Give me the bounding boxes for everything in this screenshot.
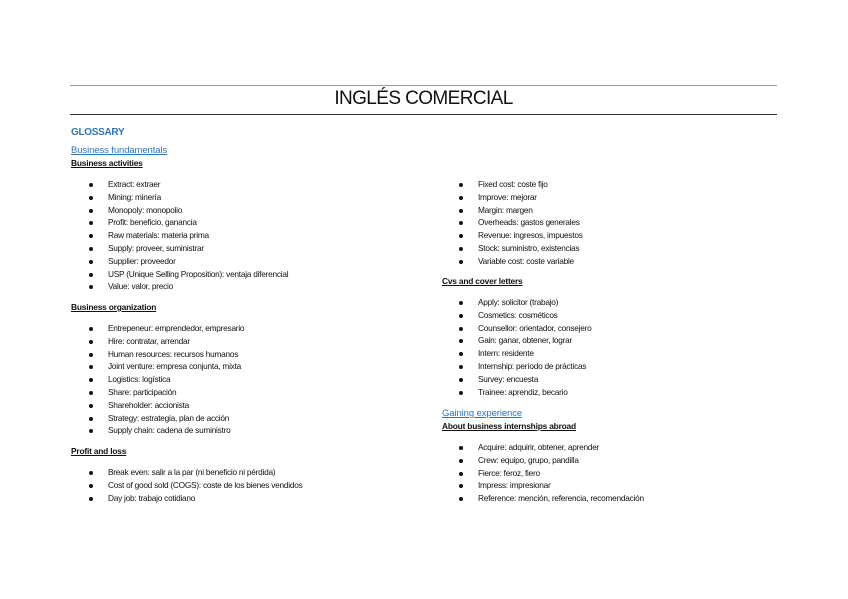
list-item [71,492,303,505]
list-item-text: Internship: período de prácticas [478,360,587,371]
list-item-text: Crew: equipo, grupo, pandilla [478,454,579,465]
list-item-text: Stock: suministro, existencias [478,242,580,253]
title-bottom-rule [70,114,777,115]
bullet-icon [89,221,93,225]
list-item-text: Break even: salir a la par (ni beneficio ni pérdida) [108,467,276,477]
bullet-icon [89,417,93,421]
gaining-experience-subtitle[interactable]: Gaining experience [442,408,523,419]
bullet-icon [89,429,93,433]
list-item-text: Day job: trabajo cotidiano [108,492,196,503]
list-item [71,373,244,386]
bullet-icon [459,484,463,488]
bullet-icon [89,327,93,331]
bullet-icon [459,497,463,501]
list-item-text: Impress: impresionar [478,480,551,491]
bullet-icon [459,183,463,187]
bullet-icon [89,497,93,501]
bullet-icon [459,472,463,476]
list-item-text: Monopoly: monopolio [108,204,183,215]
list-item-text: Supply chain: cadena de suministro [108,425,231,436]
list-item-text: Joint venture: empresa conjunta, mixta [108,361,242,372]
profit-and-loss-list [71,466,303,504]
bullet-icon [459,196,463,200]
section-heading-business-organization: Business organization [71,302,157,312]
list-item [71,280,288,293]
business-organization-list [71,322,244,437]
list-item [71,268,288,281]
list-item-text: Profit: beneficio, ganancia [108,217,197,228]
list-item [71,255,288,268]
document-title: INGLÉS COMERCIAL [334,88,513,109]
section-heading-cvs-and-cover-letters: Cvs and cover letters [442,276,523,286]
title-top-rule [70,85,777,86]
list-item [71,348,244,361]
bullet-icon [459,378,463,382]
list-item [441,191,583,204]
bullet-icon [459,247,463,251]
bullet-icon [459,365,463,369]
list-item-text: Human resources: recursos humanos [108,348,239,359]
list-item [441,467,644,480]
bullet-icon [459,446,463,450]
list-item [441,373,592,386]
list-item-text: Raw materials: materia prima [108,230,209,241]
glossary-heading: GLOSSARY [71,127,125,138]
cvs-and-cover-letters-list [441,296,592,398]
list-item-text: Survey: encuesta [478,373,539,384]
list-item [441,178,583,191]
list-item-text: Strategy: estrategia, plan de acción [108,412,230,423]
bullet-icon [89,404,93,408]
list-item-text: Gain: ganar, obtener, lograr [478,335,573,346]
list-item [71,466,303,479]
list-item [441,360,592,373]
list-item [71,322,244,335]
bullet-icon [459,459,463,463]
section-heading-business-activities: Business activities [71,158,143,168]
list-item [441,229,583,242]
bullet-icon [459,209,463,213]
list-item-text: Variable cost: coste variable [478,255,574,266]
list-item [441,309,592,322]
section-heading-profit-and-loss: Profit and loss [71,446,127,456]
list-item [441,242,583,255]
bullet-icon [89,234,93,238]
list-item [71,424,244,437]
list-item-text: Logistics: logística [108,374,171,385]
bullet-icon [459,327,463,331]
bullet-icon [89,273,93,277]
bullet-icon [89,471,93,475]
bullet-icon [89,484,93,488]
bullet-icon [89,196,93,200]
list-item [441,347,592,360]
business-internships-list [441,441,644,505]
list-item-text: Cosmetics: cosméticos [478,309,558,320]
bullet-icon [89,285,93,289]
business-fundamentals-subtitle[interactable]: Business fundamentals [71,145,168,156]
section-heading-business-internships: About business internships abroad [442,421,576,431]
list-item-text: Supply: proveer, suministrar [108,242,204,253]
list-item [71,386,244,399]
bullet-icon [89,340,93,344]
list-item-text: Acquire: adquirir, obtener, aprender [478,442,600,452]
list-item [441,296,592,309]
bullet-icon [459,301,463,305]
bullet-icon [89,260,93,264]
list-item [71,216,288,229]
list-item [441,454,644,467]
list-item-text: Margin: margen [478,204,533,215]
bullet-icon [459,339,463,343]
list-item [441,334,592,347]
list-item [71,191,288,204]
list-item [71,479,303,492]
list-item [441,322,592,335]
list-item-text: Extract: extraer [108,179,161,189]
list-item [441,386,592,399]
bullet-icon [89,247,93,251]
list-item [441,479,644,492]
list-item-text: Entrepeneur: emprendedor, empresario [108,323,245,333]
list-item-text: Value: valor, precio [108,281,173,292]
list-item-text: Hire: contratar, arrendar [108,335,190,346]
list-item-text: Overheads: gastos generales [478,217,580,228]
list-item [71,360,244,373]
list-item [441,492,644,505]
list-item-text: Counsellor: orientador, consejero [478,322,592,333]
list-item [71,399,244,412]
bullet-icon [459,260,463,264]
list-item [71,229,288,242]
bullet-icon [89,183,93,187]
list-item [441,255,583,268]
list-item [441,216,583,229]
bullet-icon [89,365,93,369]
list-item [441,204,583,217]
bullet-icon [459,352,463,356]
list-item [71,412,244,425]
list-item [71,178,288,191]
list-item-text: Cost of good sold (COGS): coste de los bienes vendidos [108,479,303,490]
list-item-text: Supplier: proveedor [108,255,176,266]
list-item-text: Fierce: feroz, fiero [478,467,540,478]
list-item-text: Shareholder: accionista [108,399,189,410]
list-item-text: Mining: minería [108,191,161,202]
list-item-text: Reference: mención, referencia, recomendación [478,493,644,504]
bullet-icon [459,221,463,225]
bullet-icon [89,353,93,357]
bullet-icon [89,391,93,395]
list-item-text: Share: participación [108,386,177,397]
list-item-text: USP (Unique Selling Proposition): ventaja diferencial [108,268,289,279]
list-item [71,204,288,217]
list-item-text: Apply: solicitor (trabajo) [478,297,559,307]
list-item-text: Revenue: ingresos, impuestos [478,230,583,241]
list-item [71,335,244,348]
business-activities-list [71,178,288,293]
list-item-text: Trainee: aprendiz, becario [478,386,568,397]
profit-and-loss-continued-list [441,178,583,268]
bullet-icon [459,234,463,238]
bullet-icon [89,209,93,213]
bullet-icon [459,391,463,395]
bullet-icon [459,314,463,318]
list-item-text: Fixed cost: coste fijo [478,179,548,189]
list-item-text: Intern: residente [478,348,534,359]
list-item-text: Improve: mejorar [478,191,537,202]
bullet-icon [89,378,93,382]
list-item [441,441,644,454]
list-item [71,242,288,255]
